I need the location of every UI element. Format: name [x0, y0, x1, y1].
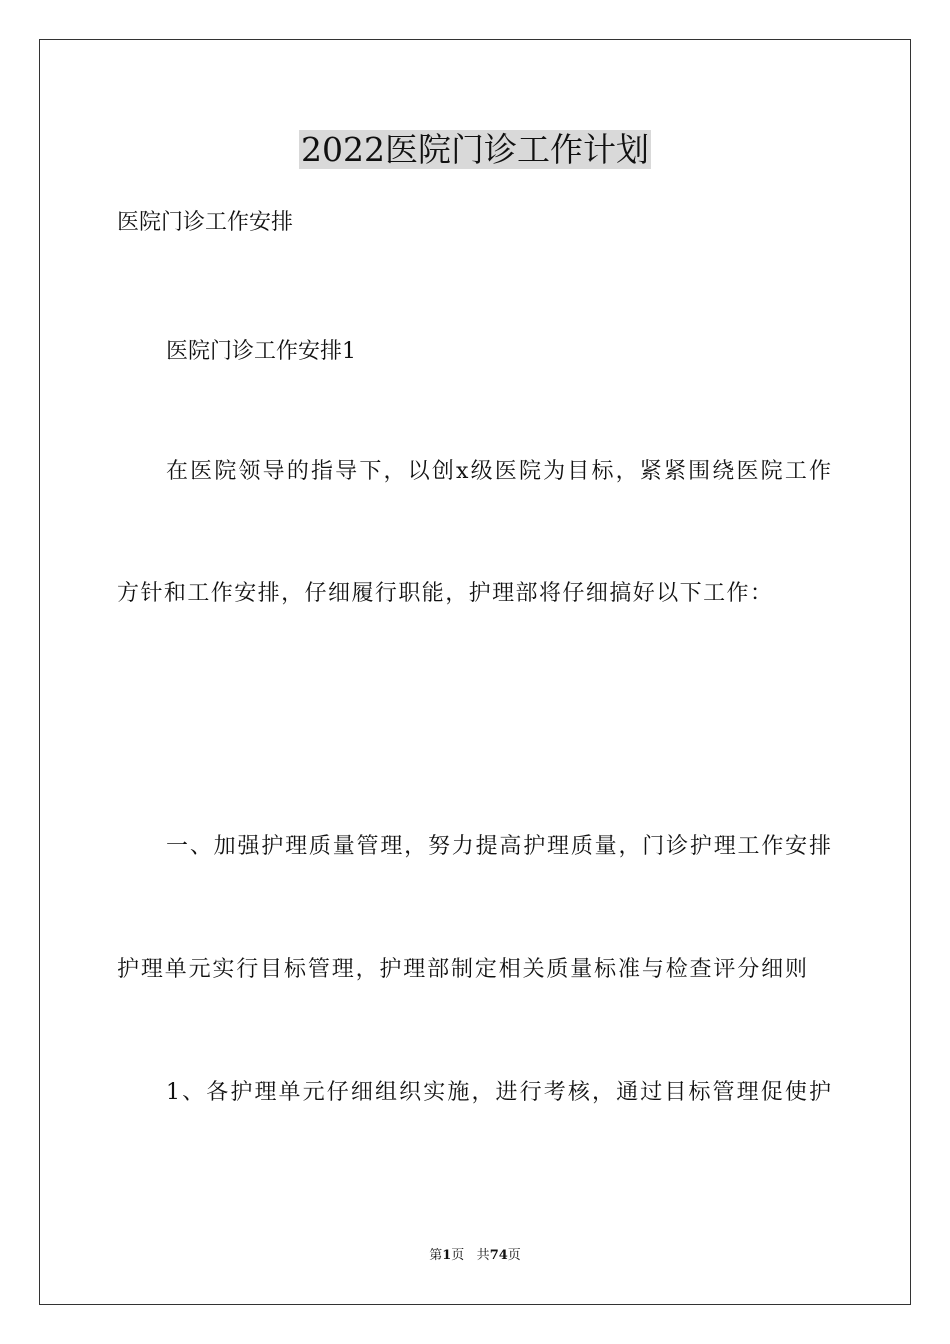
footer-total-prefix: 共 — [476, 1248, 490, 1263]
footer-total-suffix: 页 — [507, 1248, 521, 1263]
paragraph-line-5: 1、各护理单元仔细组织实施，进行考核，通过目标管理促使护 — [166, 1080, 831, 1105]
footer-total-pages: 74 — [489, 1248, 508, 1263]
page-footer — [0, 1247, 950, 1265]
section-heading: 医院门诊工作安排1 — [166, 339, 356, 364]
footer-page-suffix: 页 — [451, 1248, 465, 1263]
paragraph-line-1: 在医院领导的指导下，以创x级医院为目标，紧紧围绕医院工作 — [166, 459, 831, 484]
paragraph-line-2: 方针和工作安排，仔细履行职能，护理部将仔细搞好以下工作： — [117, 581, 772, 606]
footer-page-prefix: 第 — [429, 1248, 443, 1263]
footer-page-number: 1 — [442, 1248, 452, 1263]
document-title-text: 2022医院门诊工作计划 — [301, 130, 649, 169]
paragraph-line-3: 一、加强护理质量管理，努力提高护理质量，门诊护理工作安排 — [166, 834, 831, 859]
paragraph-line-4: 护理单元实行目标管理，护理部制定相关质量标准与检查评分细则 — [117, 957, 807, 982]
document-title — [0, 128, 950, 172]
document-subtitle: 医院门诊工作安排 — [117, 210, 294, 235]
